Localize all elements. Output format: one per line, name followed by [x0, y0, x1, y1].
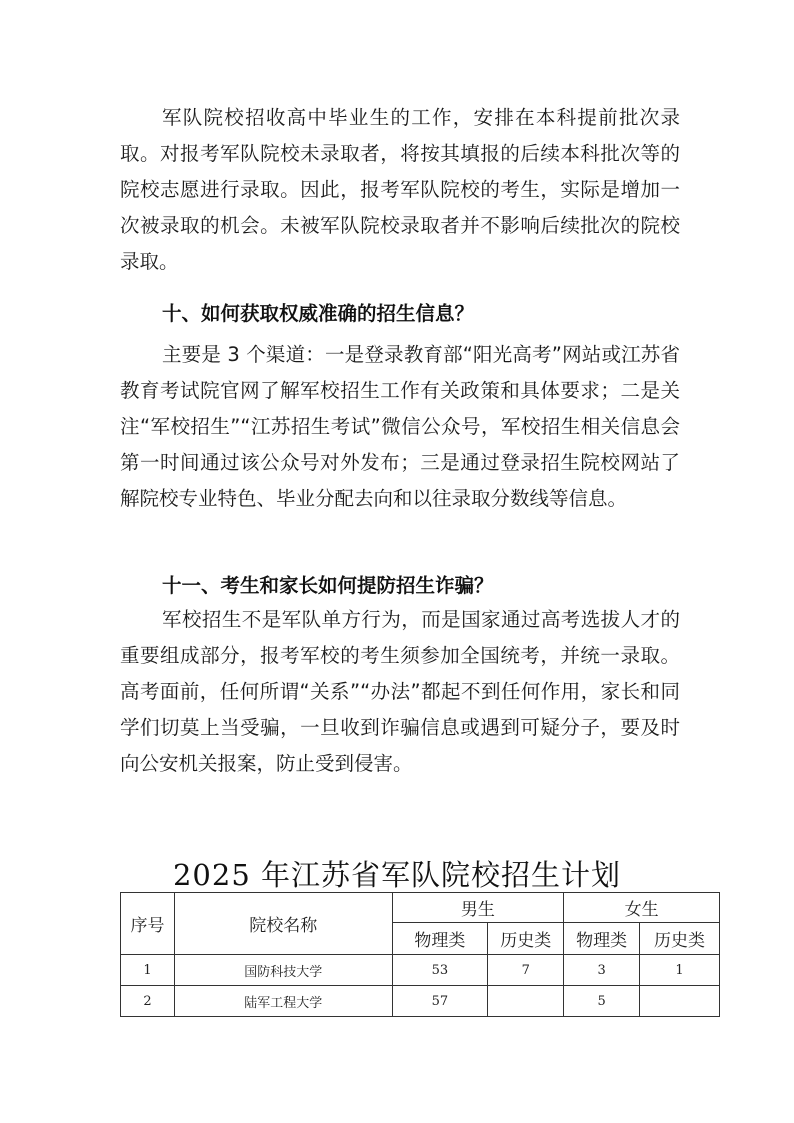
- row-index: 2: [121, 986, 175, 1017]
- header-male: 男生: [392, 893, 564, 923]
- row-female-physics: 3: [564, 955, 640, 986]
- header-female: 女生: [564, 893, 720, 923]
- header-female-physics: 物理类: [564, 923, 640, 955]
- table-row: [121, 986, 720, 1017]
- row-male-physics: 53: [392, 955, 488, 986]
- paragraph-admission-batch: 军队院校招收高中毕业生的工作，安排在本科提前批次录取。对报考军队院校未录取者，将按其填报的后续本科批次等的院校志愿进行录取。因此，报考军队院校的考生，实际是增加一次被录取的机会。未被军队院校录取者并不影响后续批次的院校录取。: [120, 106, 680, 273]
- table-row: [121, 955, 720, 986]
- header-male-physics: 物理类: [392, 923, 488, 955]
- header-male-history: 历史类: [488, 923, 564, 955]
- row-male-history: 7: [488, 955, 564, 986]
- table-header-row: [121, 893, 720, 923]
- row-school: 陆军工程大学: [174, 986, 392, 1017]
- paragraph-fraud-prevention: 军校招生不是军队单方行为，而是国家通过高考选拔人才的重要组成部分，报考军校的考生须参加全国统考，并统一录取。高考面前，任何所谓“关系”“办法”都起不到任何作用，家长和同学们切莫上当受骗，一旦收到诈骗信息或遇到可疑分子，要及时向公安机关报案，防止受到侵害。: [120, 608, 680, 775]
- paragraph-info-channels: 主要是 3 个渠道：一是登录教育部“阳光高考”网站或江苏省教育考试院官网了解军校招生工作有关政策和具体要求；二是关注“军校招生”“江苏招生考试”微信公众号，军校招生相关信息会第一时间通过该公众号对外发布；三是通过登录招生院校网站了解院校专业特色、毕业分配去向和以往录取分数线等信息。: [120, 343, 680, 510]
- row-index: 1: [121, 955, 175, 986]
- row-female-history: [640, 986, 720, 1017]
- row-male-physics: 57: [392, 986, 488, 1017]
- heading-section-11: 十一、考生和家长如何提防招生诈骗？: [162, 574, 494, 597]
- row-male-history: [488, 986, 564, 1017]
- table-title: 2025 年江苏省军队院校招生计划: [172, 858, 622, 892]
- row-female-history: 1: [640, 955, 720, 986]
- header-school: 院校名称: [174, 893, 392, 955]
- enrollment-plan-table: [120, 892, 720, 1017]
- heading-section-10: 十、如何获取权威准确的招生信息？: [162, 302, 475, 325]
- header-index: 序号: [121, 893, 175, 955]
- row-school: 国防科技大学: [174, 955, 392, 986]
- header-female-history: 历史类: [640, 923, 720, 955]
- row-female-physics: 5: [564, 986, 640, 1017]
